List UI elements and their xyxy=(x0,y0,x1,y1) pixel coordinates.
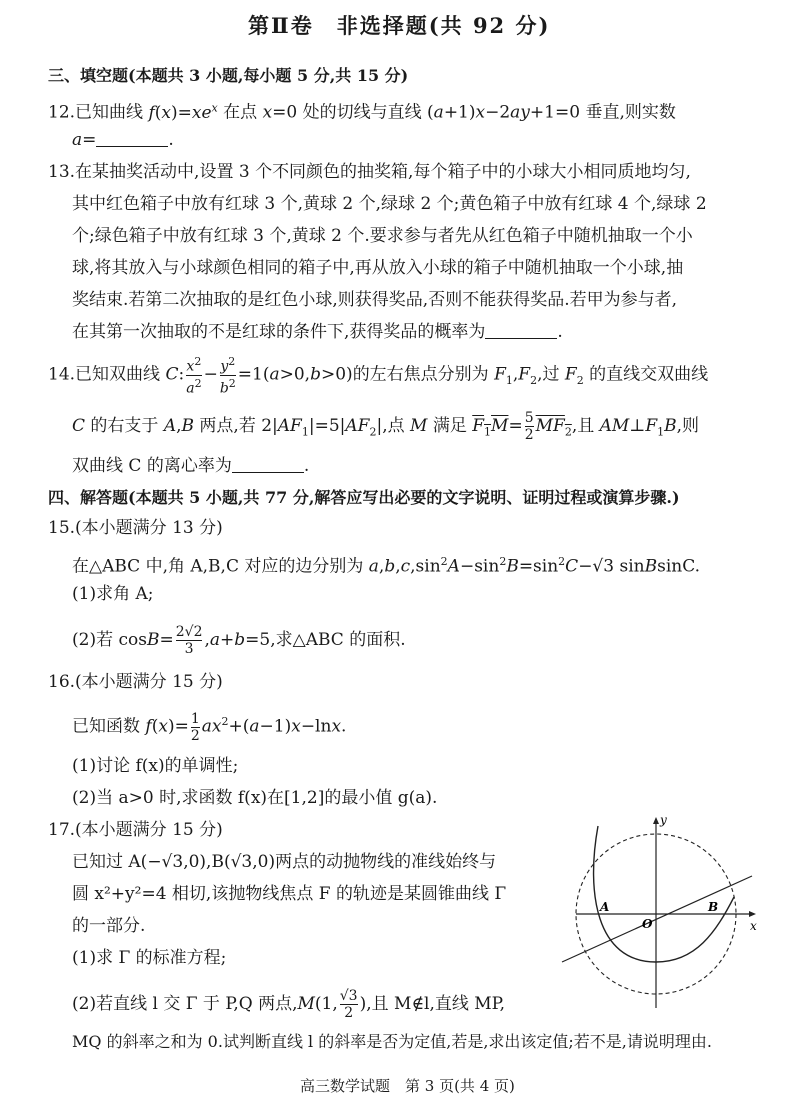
label-A: A xyxy=(600,900,610,914)
question-17-last-line: MQ 的斜率之和为 0.试判断直线 l 的斜率是否为定值,若是,求出该定值;若不是,请说明理由. xyxy=(72,1032,712,1051)
q12-curve: $f(x)=xe^x$ xyxy=(148,101,218,123)
label-O: O xyxy=(642,917,653,931)
q12-tangent-text: 处的切线与直线 xyxy=(302,102,422,123)
question-15-head: 15.(本小题满分 13 分) xyxy=(48,518,223,538)
label-x: x xyxy=(750,919,757,933)
question-16-part-2: (2)当 a>0 时,求函数 f(x)在[1,2]的最小值 g(a). xyxy=(72,788,438,808)
question-13-line-2: 其中红色箱子中放有红球 3 个,黄球 2 个,绿球 2 个;黄色箱子中放有红球 4 个,绿球 2 xyxy=(72,194,707,214)
question-14-line-1: 14.已知双曲线 C: $\frac{x^2}{a^2}$ − $\frac{y^2}{b^2}$ =1(a>0,b>0)的左右焦点分别为 $F_1,F_2$,过 $F_2$ 的直线交双曲线 xyxy=(48,355,709,397)
answer-blank[interactable] xyxy=(485,320,557,339)
y-axis-arrow xyxy=(653,817,659,824)
question-12-answer-line: a= . xyxy=(72,130,174,150)
question-17-part-1: (1)求 Γ 的标准方程; xyxy=(72,948,227,968)
q12-end: 垂直,则实数 xyxy=(585,102,676,123)
question-17-line-1: 已知过 A(−√3,0),B(√3,0)两点的动抛物线的准线始终与 xyxy=(72,852,497,872)
answer-blank[interactable] xyxy=(96,128,168,147)
label-B: B xyxy=(708,900,719,914)
question-15-part-2: (2)若 cosB= $\frac{2√2}{3}$ ,a+b=5,求△ABC 的面积. xyxy=(72,624,406,657)
question-17-line-3: 的一部分. xyxy=(72,916,146,936)
question-15-stem: 在△ABC 中,角 A,B,C 对应的边分别为 $a,b,c,\sin^2A-\sin^2B=\sin^2C-√3$ sinBsinC. xyxy=(72,555,701,577)
question-13-line-4: 球,将其放入与小球颜色相同的箱子中,再从放入小球的箱子中随机抽取一个小球,抽 xyxy=(72,258,684,278)
question-13-line-5: 奖结束.若第二次抽取的是红色小球,则获得奖品,否则不能获得奖品.若甲为参与者, xyxy=(72,290,678,310)
question-17-head: 17.(本小题满分 15 分) xyxy=(48,820,223,840)
label-y: y xyxy=(660,813,667,827)
answer-blank[interactable] xyxy=(232,454,304,473)
x-axis-arrow xyxy=(749,911,756,917)
question-13-line-1: 13.在某抽奖活动中,设置 3 个不同颜色的抽奖箱,每个箱子中的小球大小相同质地均匀, xyxy=(48,162,691,182)
question-17-part-2: (2)若直线 l 交 Γ 于 P,Q 两点,M(1, $\frac{√3}{2}$ ),且 M∉l,直线 MP, xyxy=(72,988,506,1021)
section-4-heading: 四、解答题(本题共 5 小题,共 77 分,解答应写出必要的文字说明、证明过程或演算步骤.) xyxy=(48,488,680,507)
page-footer: 高三数学试题 第 3 页(共 4 页) xyxy=(300,1077,515,1095)
question-16-part-1: (1)讨论 f(x)的单调性; xyxy=(72,756,239,776)
question-13-line-6: 在其第一次抽取的不是红球的条件下,获得奖品的概率为 . xyxy=(72,322,563,342)
section-3-heading: 三、填空题(本题共 3 小题,每小题 5 分,共 15 分) xyxy=(48,66,409,85)
directrix-line xyxy=(562,876,752,962)
question-16-head: 16.(本小题满分 15 分) xyxy=(48,672,223,692)
question-14-line-2: C 的右支于 A,B 两点,若 $2|AF_1|=5|AF_2|$,点 M 满足 $F_1M=$ $\frac{5}{2}$ $MF_2$,且 $AM\perp F_1B$,则 xyxy=(72,410,700,443)
question-16-stem: 已知函数 f(x)= $\frac{1}{2}$ $ax^2+(a-1)x-\ln x$. xyxy=(72,710,347,744)
question-15-part-1: (1)求角 A; xyxy=(72,584,154,604)
question-13-line-3: 个;绿色箱子中放有红球 3 个,黄球 2 个.要求参与者先从红色箱子中随机抽取一个小 xyxy=(72,226,693,246)
q12-mid: 在点 xyxy=(223,102,258,123)
page-title: 第Ⅱ卷 非选择题(共 92 分) xyxy=(248,13,551,38)
question-17-line-2: 圆 x²+y²=4 相切,该抛物线焦点 F 的轨迹是某圆锥曲线 Γ xyxy=(72,884,507,904)
question-14-line-3: 双曲线 C 的离心率为 . xyxy=(72,456,310,476)
q17-figure xyxy=(556,812,766,1012)
question-12: 12.已知曲线 $f(x)=xe^x$ 在点 x=0 处的切线与直线 (a+1)x−2ay+1=0 垂直,则实数 xyxy=(48,101,676,123)
q12-prefix: 12.已知曲线 xyxy=(48,102,144,123)
